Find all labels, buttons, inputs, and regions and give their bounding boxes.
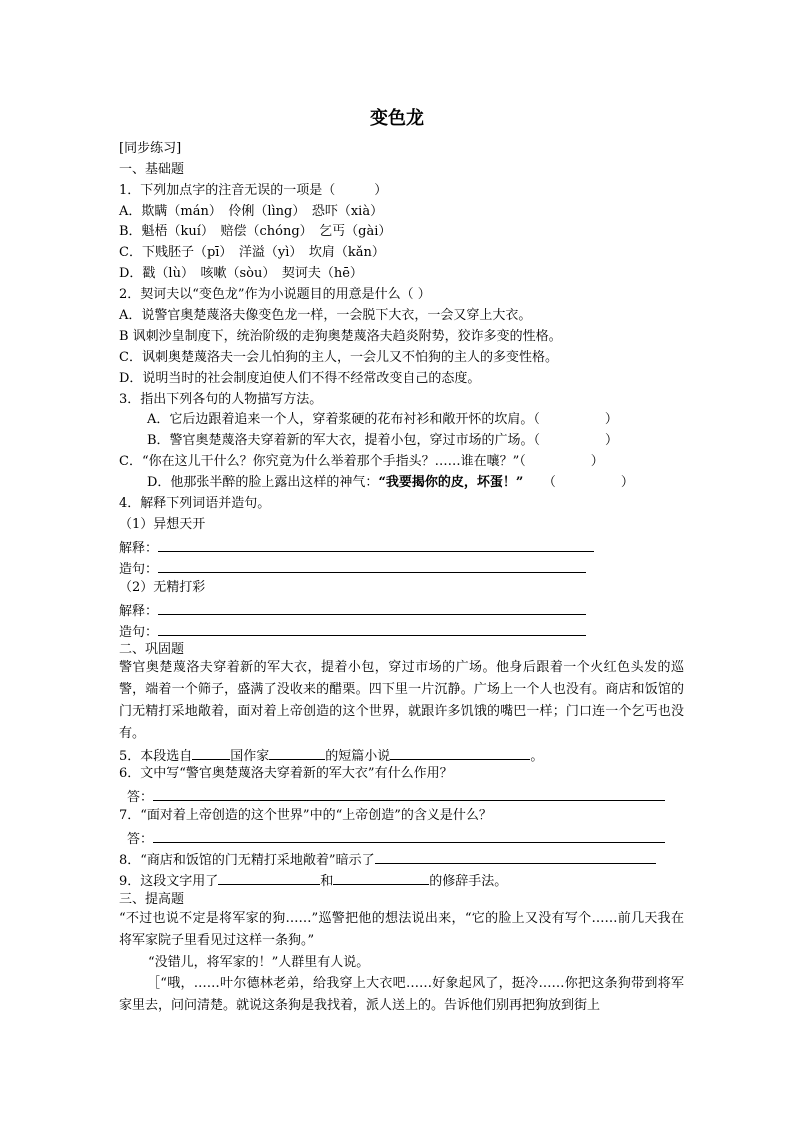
question-9-part: 9．这段文字用了 xyxy=(119,874,219,889)
sentence-2-blank[interactable] xyxy=(158,620,586,636)
question-6-stem: 6．文中写“警官奥楚蔑洛夫穿着新的军大衣”有什么作用？ xyxy=(119,766,453,781)
question-2-option-a: A．说警官奥楚蔑洛夫像变色龙一样，一会脱下大衣，一会又穿上大衣。 xyxy=(119,308,532,323)
reading-passage-3-para-1: “不过也说不定是将军家的狗……”巡警把他的想法说出来，“它的脸上又没有写个……前几天我在将军家院子里看见过这样一条狗。” xyxy=(119,911,684,948)
question-4-stem: 4．解释下列词语并造句。 xyxy=(119,496,271,511)
story-title-blank[interactable] xyxy=(390,744,530,760)
reading-passage-3-para-2: “没错儿，将军家的！”人群里有人说。 xyxy=(148,955,370,970)
country-blank[interactable] xyxy=(192,744,230,760)
answer-7-blank[interactable] xyxy=(153,827,665,843)
question-3-item-d-quote: “我要揭你的皮，坏蛋！” xyxy=(378,475,524,490)
explain-label: 解释： xyxy=(119,604,159,619)
question-3-item-d-lead: D．他那张半醉的脸上露出这样的神气： xyxy=(147,475,379,490)
question-7-answer xyxy=(127,827,693,850)
question-3-stem: 3．指出下列各句的人物描写方法。 xyxy=(119,392,323,407)
question-2-stem: 2．契诃夫以“变色龙”作为小说题目的用意是什么（ ） xyxy=(119,287,431,302)
question-9-part: 和 xyxy=(320,874,334,889)
question-4-explain-2 xyxy=(119,599,685,622)
reading-passage-3-para-3: ［“哦，……叶尔德林老弟，给我穿上大衣吧……好象起风了，挺冷……你把这条狗带到将军家里去，问问清楚。就说这条狗是我找着，派人送上的。告诉他们别再把狗放到街上 xyxy=(119,976,684,1013)
question-5-part: 。 xyxy=(530,749,544,764)
question-9 xyxy=(119,869,685,892)
section-heading-basic: 一、基础题 xyxy=(119,162,185,177)
explain-label: 解释： xyxy=(119,541,159,556)
question-2-option-d: D．说明当时的社会制度迫使人们不得不经常改变自己的态度。 xyxy=(119,371,481,386)
author-blank[interactable] xyxy=(269,744,325,760)
answer-8-blank[interactable] xyxy=(375,848,656,864)
sentence-label: 造句： xyxy=(119,562,159,577)
question-1-option-d: D．戳（lù） 咳嗽（sòu） 契诃夫（hē） xyxy=(119,266,363,281)
section-heading-consolidate: 二、巩固题 xyxy=(119,642,185,657)
question-3-item-d-paren: （ ） xyxy=(523,475,634,490)
section-heading-advanced: 三、提高题 xyxy=(119,892,185,907)
reading-passage-2: 警官奥楚蔑洛夫穿着新的军大衣，提着小包，穿过市场的广场。他身后跟着一个火红色头发的巡警，端着一个筛子，盛满了没收来的醋栗。四下里一片沉静。广场上一个人也没有。商店和饭馆的门无精打采地敞着，面对着上帝创造的这个世界，就跟许多饥饿的嘴巴一样；门口连一个乞丐也没有。 xyxy=(119,660,684,741)
explain-2-blank[interactable] xyxy=(158,599,586,615)
question-7-stem: 7．“面对着上帝创造的这个世界”中的“上帝创造”的含义是什么？ xyxy=(119,808,492,823)
answer-label: 答： xyxy=(127,832,154,847)
question-3-item-b: B．警官奥楚蔑洛夫穿着新的军大衣，提着小包，穿过市场的广场。（ ） xyxy=(147,433,619,448)
question-4-explain-1 xyxy=(119,536,685,559)
exercise-tag: [同步练习] xyxy=(119,141,182,156)
page-title: 变色龙 xyxy=(370,108,424,129)
question-3-item-d xyxy=(147,473,713,493)
answer-6-blank[interactable] xyxy=(153,785,665,801)
question-1-option-b: B．魁梧（kuí） 赔偿（chóng） 乞丐（gài） xyxy=(119,224,392,239)
rhetoric-blank-1[interactable] xyxy=(218,869,320,885)
question-1-option-c: C．下贱胚子（pī） 洋溢（yì） 坎肩（kǎn） xyxy=(119,245,385,260)
sentence-1-blank[interactable] xyxy=(158,557,586,573)
question-2-option-b: B 讽刺沙皇制度下，统治阶级的走狗奥楚蔑洛夫趋炎附势，狡诈多变的性格。 xyxy=(119,329,562,344)
question-3-item-a: A．它后边跟着追来一个人，穿着浆硬的花布衬衫和敞开怀的坎肩。（ ） xyxy=(147,412,618,427)
question-5-part: 的短篇小说 xyxy=(325,749,391,764)
question-8 xyxy=(119,848,685,871)
question-8-stem: 8．“商店和饭馆的门无精打采地敞着”暗示了 xyxy=(119,853,375,868)
question-4-sentence-1 xyxy=(119,557,685,580)
rhetoric-blank-2[interactable] xyxy=(333,869,429,885)
sentence-label: 造句： xyxy=(119,625,159,640)
question-2-option-c: C．讽刺奥楚蔑洛夫一会儿怕狗的主人，一会儿又不怕狗的主人的多变性格。 xyxy=(119,350,558,365)
answer-label: 答： xyxy=(127,790,154,805)
question-4-word-1: （1）异想天开 xyxy=(119,517,206,532)
question-3-item-c: C．“你在这儿干什么？你究竟为什么举着那个手指头？……谁在嚷？”（ ） xyxy=(119,454,604,469)
question-1-option-a: A．欺瞒（mán） 伶俐（lìng） 恐吓（xià） xyxy=(119,204,384,219)
question-1-stem: 1．下列加点字的注音无误的一项是（ ） xyxy=(119,183,388,198)
question-5-part: 5．本段选自 xyxy=(119,749,193,764)
question-4-word-2: （2）无精打彩 xyxy=(119,580,206,595)
question-9-part: 的修辞手法。 xyxy=(429,874,508,889)
question-6-answer xyxy=(127,785,693,808)
question-5-part: 国作家 xyxy=(230,749,270,764)
explain-1-blank[interactable] xyxy=(158,536,594,552)
